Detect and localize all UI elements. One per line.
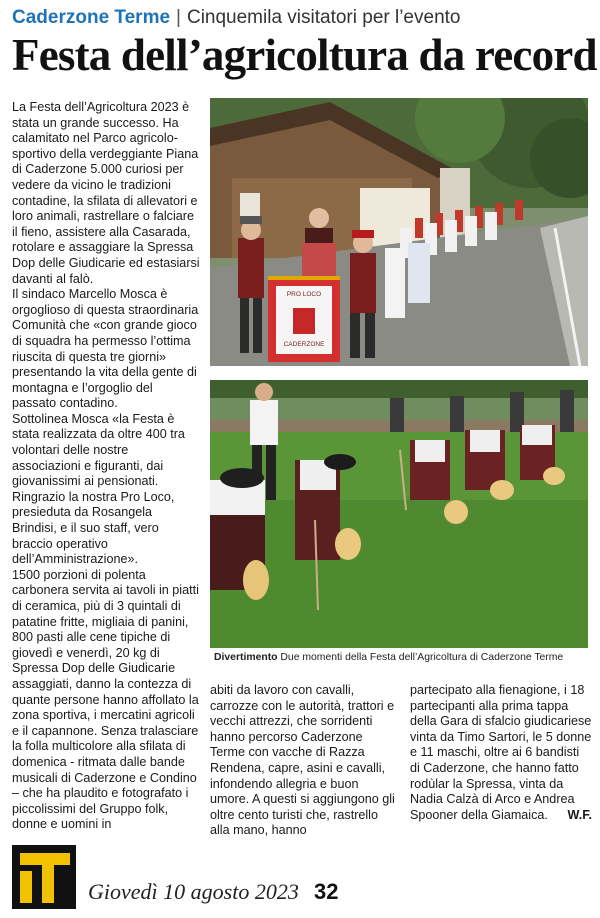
logo-mark-icon <box>12 845 76 909</box>
kicker-separator: | <box>176 7 181 28</box>
caption-lead: Divertimento <box>214 652 278 663</box>
banner-text-line: PRO LOCO <box>286 291 322 298</box>
page-number: 32 <box>314 879 339 904</box>
cheese-rolling-photo <box>210 380 588 648</box>
banner-text-line: CADERZONE <box>283 341 325 348</box>
newspaper-logo <box>12 845 76 909</box>
paragraph: Sottolinea Mosca «la Festa è stata realizzata da oltre 400 tra volontari delle nostre associazioni e figuranti, dai giovanissimi ai pensionati. Ringrazio la nostra Pro Loco, presieduta da Rosangela Brindisi, e il suo staff, vero braccio operativo dell’Amministrazione». <box>12 411 185 567</box>
paragraph <box>410 683 592 823</box>
headline: Festa dell’agricoltura da record <box>12 30 597 80</box>
paragraph: abiti da lavoro con cavalli, carrozze con le autorità, trattori e vecchi attrezzi, che sorridenti hanno percorso Caderzone Terme con vacche di Razza Rendena, capre, asini e cavalli, infondendo allegria e buon umore. A questi si aggiungono gli oltre cento turisti che, rastrello alla mano, hanno <box>210 683 395 838</box>
paragraph: La Festa dell’Agricoltura 2023 è stata un grande successo. Ha calamitato nel Parco agricolo-sportivo della verdeggiante Piana di Caderzone 5.000 curiosi per vedere da vicino le tradizioni contadine, la sfilata di allevatori e loro animali, rastrellare o falciare il fieno, assistere alla Casarada, rotolare e assaggiare la Spressa Dop delle Giudicarie ed estasiarsi davanti al falò. <box>12 100 200 286</box>
paragraph: 1500 porzioni di polenta carbonera servita ai tavoli in piatti di ceramica, più di 3 quintali di patatine fritte, migliaia di panini, 800 pasti alle cene tipiche di giovedì e venerdì, 20 kg di Spressa Dop delle Giudicarie assaggiati, danno la contezza di quante persone hanno affollato la zona sportiva, i mercatini agricoli e il capannone. Senza tralasciare la folla multicolore alla sfilata di domenica - ritmata dalle bande musicali di Caderzone e Condino – che ha plaudito e fotografato i piccolissimi del Gruppo folk, donne e uomini in <box>12 567 199 832</box>
photo-caption <box>214 651 594 665</box>
parade-photo <box>210 98 588 366</box>
paragraph: Il sindaco Marcello Mosca è orgoglioso di questa straordinaria Comunità che «con grande gioco di squadra ha permesso l’ottima riuscita di questa tre giorni» presentando la vita della gente di montagna e l’orgoglio del passato contadino. <box>12 287 199 411</box>
author-signature: W.F. <box>567 807 592 822</box>
issue-date: Giovedì 10 agosto 2023 <box>88 879 299 904</box>
article-column-3 <box>410 683 592 823</box>
kicker-subtitle: Cinquemila visitatori per l’evento <box>186 7 461 28</box>
article-column-1 <box>12 100 200 833</box>
paragraph-text: partecipato alla fienagione, i 18 partecipanti alla prima tappa della Gara di sfalcio giudicariese vinta da Timo Sartori, le 5 donne e 11 maschi, oltre ai 6 bandisti di Caderzone, che hanno fatto rodùlar la Spressa, vinta da Nadia Calzà di Arco e Andrea Spooner della Giamaica. <box>410 683 592 822</box>
section-place: Caderzone Terme <box>12 7 171 28</box>
article-column-2 <box>210 683 396 839</box>
kicker <box>12 6 460 30</box>
caption-text: Due momenti della Festa dell’Agricoltura di Caderzone Terme <box>280 652 564 663</box>
